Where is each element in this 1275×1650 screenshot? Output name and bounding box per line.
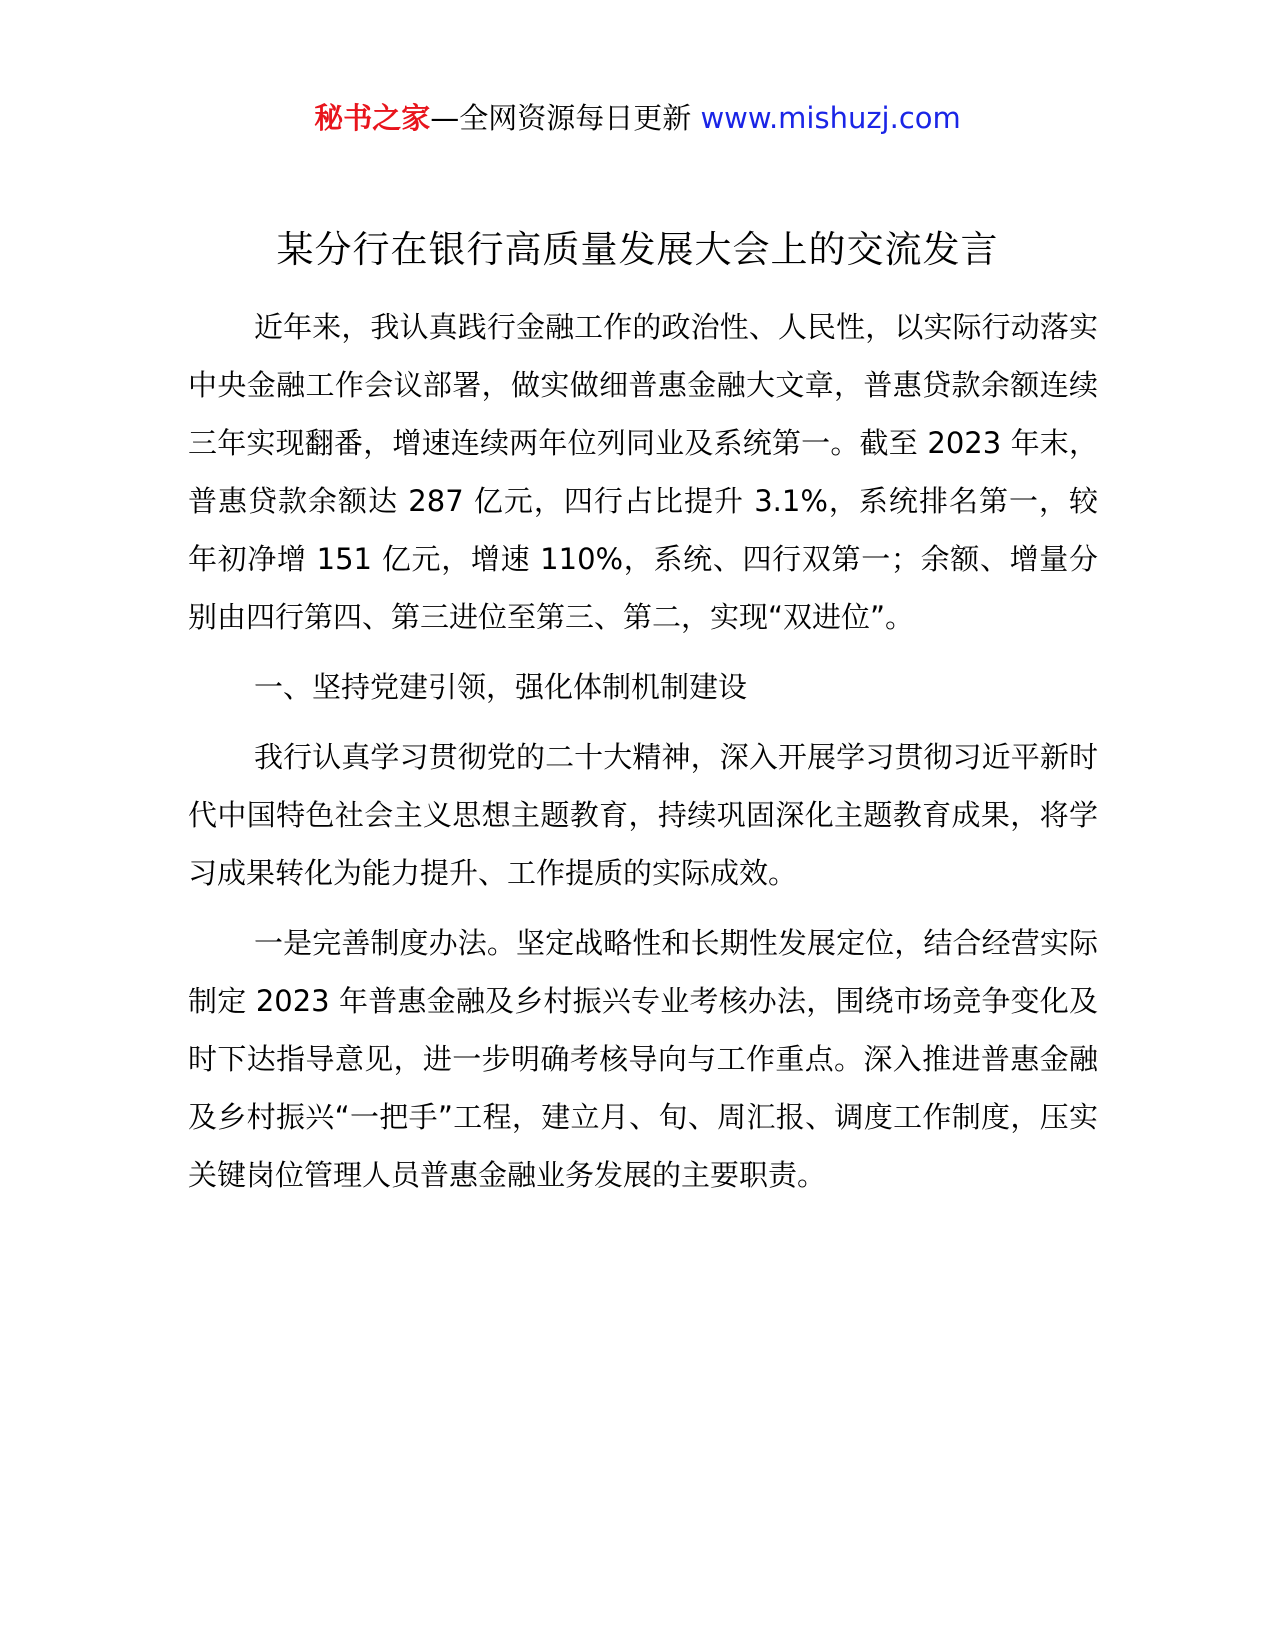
site-url-link[interactable]: www.mishuzj.com [700,101,961,135]
site-header [0,98,1275,138]
document-body [188,298,1098,1204]
body-paragraph: 一是完善制度办法。坚定战略性和长期性发展定位，结合经营实际制定 2023 年普惠金融及乡村振兴专业考核办法，围绕市场竞争变化及时下达指导意见，进一步明确考核导向与工作重点。深入推进普惠金融及乡村振兴“一把手”工程，建立月、旬、周汇报、调度工作制度，压实关键岗位管理人员普惠金融业务发展的主要职责。 [188,926,1098,1192]
intro-paragraph: 近年来，我认真践行金融工作的政治性、人民性，以实际行动落实中央金融工作会议部署，做实做细普惠金融大文章，普惠贷款余额连续三年实现翻番，增速连续两年位列同业及系统第一。截至 2023 年末，普惠贷款余额达 287 亿元，四行占比提升 3.1%，系统排名第一，较年初净增 151 亿元，增速 110%，系统、四行双第一；余额、增量分别由四行第四、第三进位至第三、第二，实现“双进位”。 [188,310,1098,634]
document-title: 某分行在银行高质量发展大会上的交流发言 [276,228,999,271]
header-tagline: —全网资源每日更新 [430,101,692,135]
brand-name: 秘书之家 [314,101,431,135]
body-paragraph: 我行认真学习贯彻党的二十大精神，深入开展学习贯彻习近平新时代中国特色社会主义思想主题教育，持续巩固深化主题教育成果，将学习成果转化为能力提升、工作提质的实际成效。 [188,740,1098,890]
section-heading: 一、坚持党建引领，强化体制机制建设 [254,670,748,704]
